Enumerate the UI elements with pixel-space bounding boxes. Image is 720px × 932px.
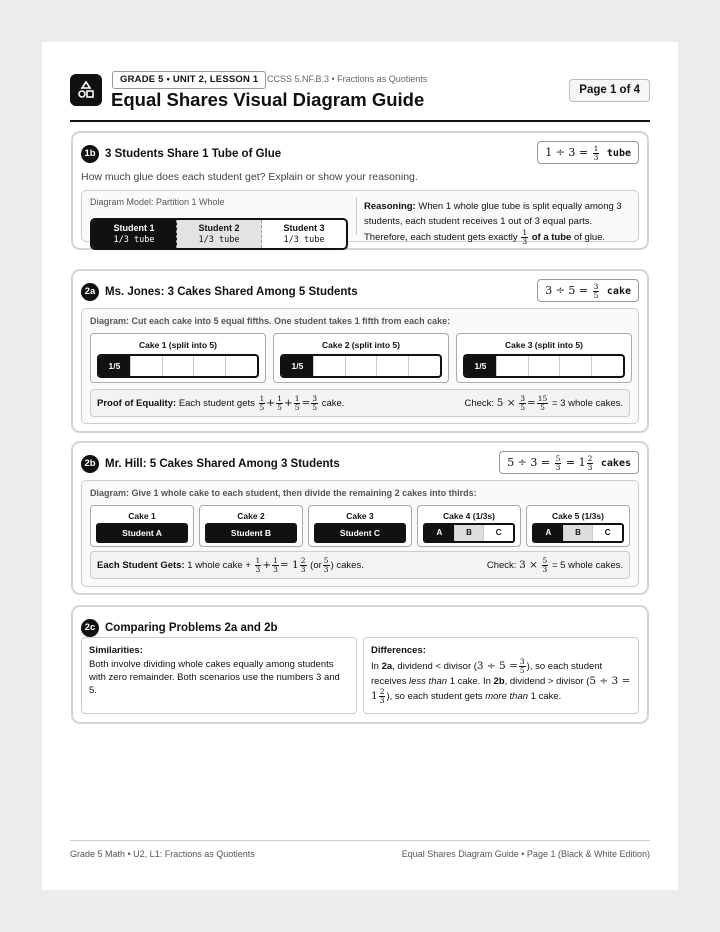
split-cake-5: Cake 5 (1/3s) A B C — [526, 505, 630, 547]
whole-cake-1: Cake 1 Student A — [90, 505, 194, 547]
standard-label: CCSS 5.NF.B.3 • Fractions as Quotients — [267, 74, 428, 84]
diagram-panel — [81, 480, 639, 587]
shapes-icon — [70, 74, 102, 106]
problem-badge: 2b — [81, 455, 99, 473]
problem-title: Comparing Problems 2a and 2b — [105, 622, 278, 634]
answer-equation: 5 ÷ 3 = $\frac{5}{3}$ = 1 $\frac{2}{3}$ cakes — [499, 451, 639, 474]
answer-equation: 1 ÷ 3 = $\frac{1}{3}$ tube — [537, 141, 639, 164]
footer-right: Equal Shares Diagram Guide • Page 1 (Black & White Edition) — [401, 849, 650, 859]
partition-student-1: Student 1 1/3 tube — [92, 220, 177, 248]
problem-1b-card — [71, 131, 649, 250]
footer-left: Grade 5 Math • U2, L1: Fractions as Quotients — [70, 849, 255, 859]
proof-row — [90, 389, 630, 417]
page-number-badge: Page 1 of 4 — [569, 79, 650, 102]
problem-2a-card — [71, 269, 649, 433]
problem-title: 3 Students Share 1 Tube of Glue — [105, 148, 282, 160]
diagram-panel — [81, 190, 639, 246]
check-text: Check: 5 × $\frac{3}{5}$ = $\frac{15}{5}$ = 3 whole cakes. — [464, 393, 623, 412]
partition-student-2: Student 2 1/3 tube — [177, 220, 262, 248]
lesson-tag: GRADE 5 • UNIT 2, LESSON 1 — [112, 71, 266, 89]
each-student-row — [90, 551, 630, 579]
cake-2: Cake 2 (split into 5) 1/5 — [273, 333, 449, 383]
similarities-box: Similarities: Both involve dividing whole cakes equally among students with zero remainder. Both scenarios use the numbers 3 and 5. — [81, 637, 357, 714]
differences-box: Differences: In 2a, dividend < divisor (3 ÷ 5 = $\frac{3}{5}$ ), so each student receives less than 1 cake. In 2b, dividend > divisor (5 ÷ 3 = 1 $\frac{2}{3}$ ), so each student gets more than 1 cake. — [363, 637, 639, 714]
cake-1: Cake 1 (split into 5) 1/5 — [90, 333, 266, 383]
page-title: Equal Shares Visual Diagram Guide — [111, 89, 425, 110]
problem-badge: 2c — [81, 619, 99, 637]
check-text: Check: 3 × $\frac{5}{3}$ = 5 whole cakes. — [486, 555, 623, 574]
problem-2c-card — [71, 605, 649, 724]
reasoning-text: Reasoning: When 1 whole glue tube is split equally among 3 students, each student receives 1 out of 3 equal parts. Therefore, each student gets exactly $\frac{1}{3}$ of a tube of glue. — [364, 201, 622, 246]
diagram-label: Diagram: Give 1 whole cake to each student, then divide the remaining 2 cakes into thirds: — [90, 488, 477, 498]
header-rule — [70, 120, 650, 122]
problem-badge: 1b — [81, 145, 99, 163]
diagram-label: Diagram: Cut each cake into 5 equal fifths. One student takes 1 fifth from each cake: — [90, 316, 451, 326]
partition-bar — [90, 218, 348, 250]
diagram-label: Diagram Model: Partition 1 Whole — [90, 197, 225, 207]
whole-cake-2: Cake 2 Student B — [199, 505, 303, 547]
each-student-gets: Each Student Gets: 1 whole cake + $\frac{1}{3}$ + $\frac{1}{3}$ = 1 $\frac{2}{3}$ (or $\frac{5}{3}$ ) cakes. — [97, 555, 364, 574]
partition-student-3: Student 3 1/3 tube — [283, 223, 325, 245]
diagram-panel — [81, 308, 639, 424]
problem-badge: 2a — [81, 283, 99, 301]
problem-question: How much glue does each student get? Explain or show your reasoning. — [81, 171, 418, 183]
cake-3: Cake 3 (split into 5) 1/5 — [456, 333, 632, 383]
problem-2b-card — [71, 441, 649, 595]
split-cake-4: Cake 4 (1/3s) A B C — [417, 505, 521, 547]
answer-equation: 3 ÷ 5 = $\frac{3}{5}$ cake — [537, 279, 639, 302]
problem-title: Mr. Hill: 5 Cakes Shared Among 3 Students — [105, 458, 340, 470]
worksheet-page — [42, 42, 678, 890]
proof-of-equality: Proof of Equality: Each student gets $\frac{1}{5}$ + $\frac{1}{5}$ + $\frac{1}{5}$ = $\frac{3}{5}$ cake. — [97, 393, 345, 412]
problem-title: Ms. Jones: 3 Cakes Shared Among 5 Students — [105, 286, 358, 298]
whole-cake-3: Cake 3 Student C — [308, 505, 412, 547]
